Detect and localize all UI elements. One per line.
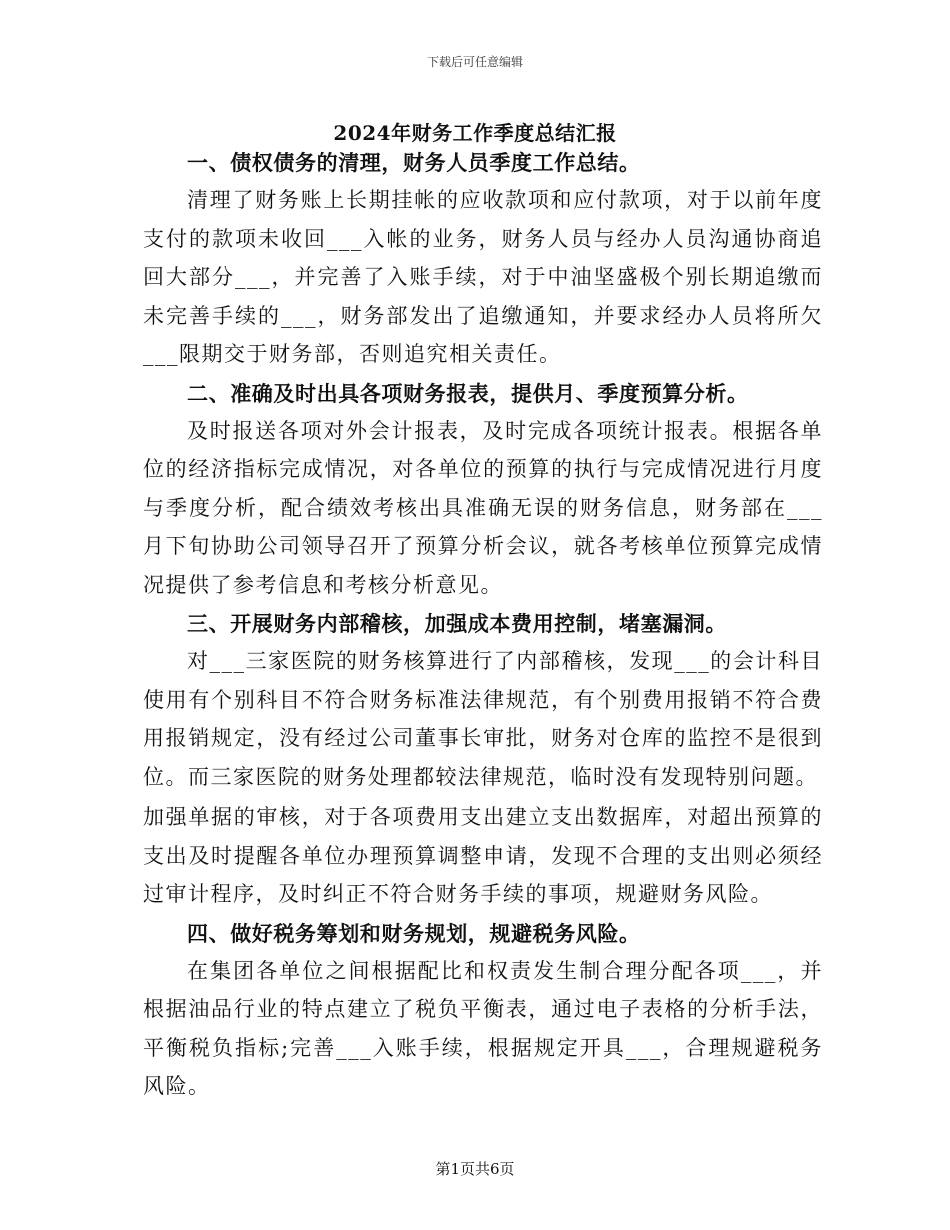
document-title: 2024年财务工作季度总结汇报 [333,121,617,145]
section-heading: 四、做好税务筹划和财务规划，规避税务风险。 [187,920,641,946]
header-note: 下载后可任意编辑 [426,55,523,69]
page-footer: 第1页共6页 [435,1160,515,1178]
section-heading: 一、债权债务的清理，财务人员季度工作总结。 [187,150,641,175]
section-2 [143,376,823,605]
section-3 [143,606,823,914]
section-1 [143,145,823,374]
section-paragraph: 对___三家医院的财务核算进行了内部稽核，发现___的会计科目使用有个别科目不符合财务标准法律规范，有个别费用报销不符合费用报销规定，没有经过公司董事长审批，财务对仓库的监控不是很到位。而三家医院的财务处理都较法律规范，临时没有发现特别问题。 [143,649,823,789]
section-paragraph: 加强单据的审核，对于各项费用支出建立支出数据库，对超出预算的支出及时提醒各单位办理预算调整申请，发现不合理的支出则必须经过审计程序，及时纠正不符合财务手续的事项，规避财务风险。 [143,805,823,906]
document-body [143,145,823,1108]
section-paragraph: 清理了财务账上长期挂帐的应收款项和应付款项，对于以前年度支付的款项未收回___入帐的业务，财务人员与经办人员沟通协商追回大部分___，并完善了入账手续，对于中油坚盛极个别长期追缴而未完善手续的___，财务部发出了追缴通知，并要求经办人员将所欠___限期交于财务部，否则追究相关责任。 [143,188,823,366]
section-4 [143,916,823,1106]
section-paragraph: 及时报送各项对外会计报表，及时完成各项统计报表。根据各单位的经济指标完成情况，对各单位的预算的执行与完成情况进行月度与季度分析，配合绩效考核出具准确无误的财务信息，财务部在___月下旬协助公司领导召开了预算分析会议，就各考核单位预算完成情况提供了参考信息和考核分析意见。 [143,418,823,597]
section-heading: 三、开展财务内部稽核，加强成本费用控制，堵塞漏洞。 [187,611,727,636]
section-paragraph: 在集团各单位之间根据配比和权责发生制合理分配各项___，并根据油品行业的特点建立了税负平衡表，通过电子表格的分析手法，平衡税负指标;完善___入账手续，根据规定开具___，合理规避税务风险。 [143,958,823,1098]
section-heading: 二、准确及时出具各项财务报表，提供月、季度预算分析。 [187,380,749,406]
